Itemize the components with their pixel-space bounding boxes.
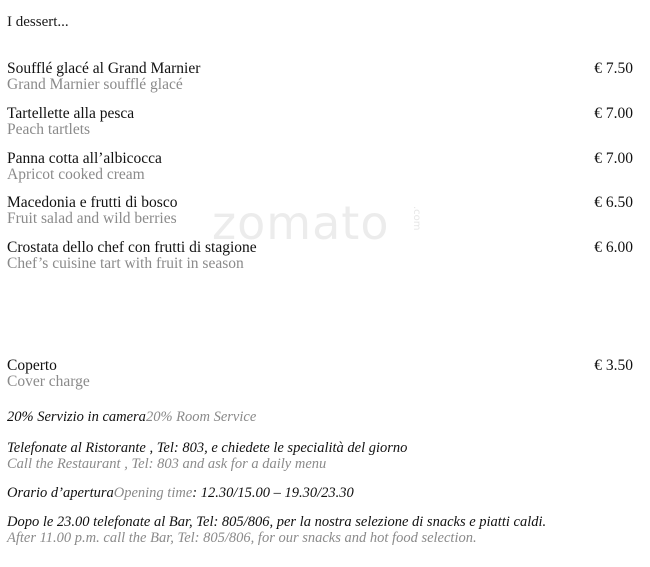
cover-price: € 3.50 [594, 357, 633, 374]
item-name: Panna cotta all’albicocca [7, 150, 162, 167]
item-price: € 7.00 [594, 105, 633, 122]
hours-value: : 12.30/15.00 – 19.30/23.30 [192, 485, 354, 501]
item-price: € 7.50 [594, 60, 633, 77]
hours-en: Opening time [113, 485, 193, 501]
item-price: € 6.00 [594, 239, 633, 256]
phone-en: Call the Restaurant , Tel: 803 and ask for a daily menu [7, 456, 327, 472]
cover-english: Cover charge [7, 373, 90, 390]
menu-item [7, 61, 633, 93]
item-english: Fruit salad and wild berries [7, 210, 177, 227]
phone-note [7, 440, 407, 472]
item-name: Tartellette alla pesca [7, 105, 135, 122]
item-name: Macedonia e frutti di bosco [7, 194, 178, 211]
menu-item [7, 106, 633, 138]
zomato-watermark: zomato [212, 196, 390, 250]
item-price: € 7.00 [594, 150, 633, 167]
menu-item [7, 195, 633, 227]
menu-item [7, 240, 633, 272]
item-name: Crostata dello chef con frutti di stagione [7, 239, 257, 256]
room-service-en: 20% Room Service [145, 409, 257, 425]
room-service-it: 20% Servizio in camera [7, 409, 146, 425]
bar-note [7, 514, 546, 546]
item-english: Peach tartlets [7, 121, 91, 138]
item-english: Grand Marnier soufflé glacé [7, 76, 183, 93]
item-english: Chef’s cuisine tart with fruit in season [7, 255, 244, 272]
phone-it: Telefonate al Ristorante , Tel: 803, e chiedete le specialità del giorno [7, 440, 408, 456]
item-english: Apricot cooked cream [7, 166, 145, 183]
bar-en: After 11.00 p.m. call the Bar, Tel: 805/806, for our snacks and hot food selection. [7, 530, 477, 546]
section-title: I dessert... [7, 14, 69, 30]
hours-it: Orario d’apertura [7, 485, 114, 501]
item-price: € 6.50 [594, 194, 633, 211]
cover-name: Coperto [7, 357, 57, 374]
item-name: Soufflé glacé al Grand Marnier [7, 60, 201, 77]
menu-item [7, 151, 633, 183]
bar-it: Dopo le 23.00 telefonate al Bar, Tel: 805/806, per la nostra selezione di snacks e piatti caldi. [7, 514, 547, 530]
room-service-note [7, 409, 256, 425]
zomato-watermark-suffix: .com [411, 206, 422, 231]
hours-note [7, 485, 354, 501]
cover-charge [7, 358, 633, 390]
